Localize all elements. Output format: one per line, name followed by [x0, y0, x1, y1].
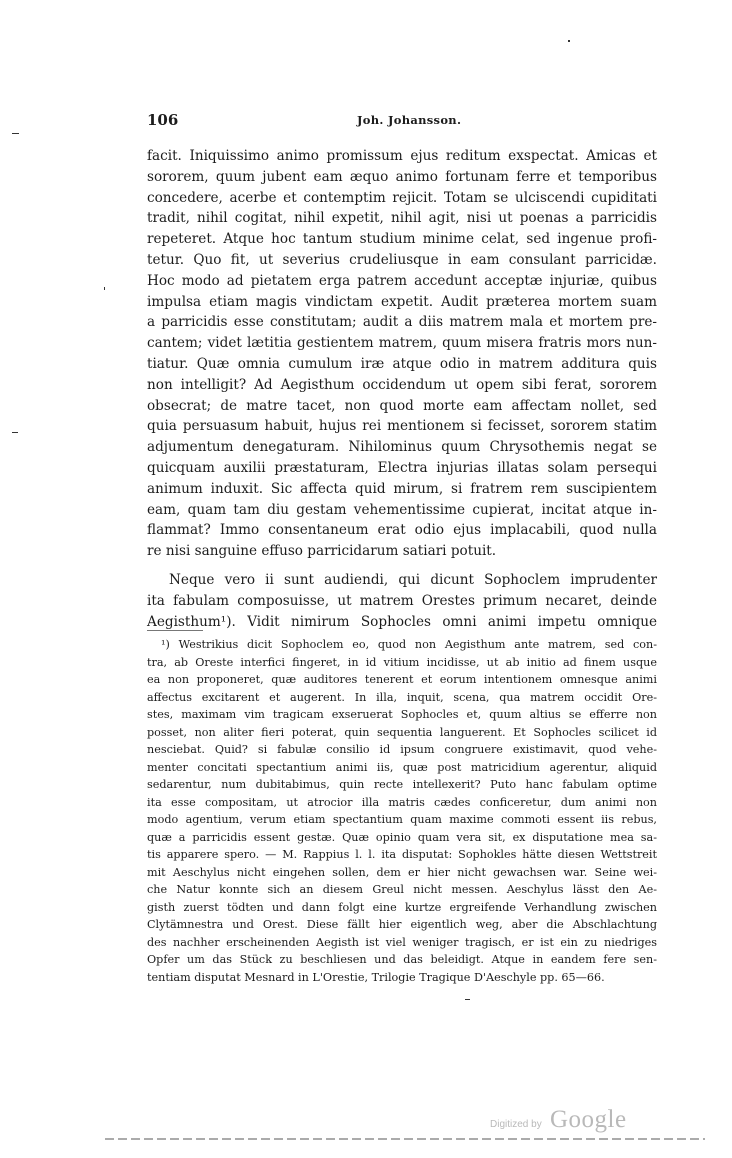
text-line: Aegisthum¹). Vidit nimirum Sophocles omni animi impetu omnique — [147, 613, 657, 630]
footnote-line: menter concitati spectantium animi iis, quæ post matricidium agerentur, aliquid — [147, 760, 657, 774]
footnotes — [147, 636, 657, 986]
footnote-line: gisth zuerst tödten und dann folgt eine kurtze ergreifende Verhandlung zwischen — [147, 900, 657, 914]
footnote-line: ea non proponeret, quæ auditores tenerent et eorum intentionem omnesque animi — [147, 673, 657, 686]
text-line: concedere, acerbe et contemptim rejicit. Totam se ulciscendi cupiditati — [147, 189, 657, 206]
footnote-line: nesciebat. Quid? si fabulæ consilio id ipsum congruere existimavit, quod vehe- — [147, 743, 657, 756]
scan-mark — [12, 432, 18, 433]
scan-mark — [104, 287, 105, 290]
text-line: sororem, quum jubent eam æquo animo fortunam ferre et temporibus — [147, 168, 657, 185]
text-line: flammat? Immo consentaneum erat odio ejus implacabili, quod nulla — [147, 522, 657, 539]
footnote-line: Opfer um das Stück zu beschliesen und das beleidigt. Atque in eandem fere sen- — [147, 953, 657, 966]
scan-edge-dashes — [105, 1138, 705, 1140]
text-line: tradit, nihil cogitat, nihil expetit, nihil agit, nisi ut poenas a parricidis — [147, 210, 657, 227]
page-header — [147, 111, 659, 135]
footnote-rule — [147, 630, 203, 631]
footnote-line: affectus excitarent et augerent. In illa, inquit, scena, qua matrem occidit Ore- — [147, 690, 657, 704]
text-line: impulsa etiam magis vindictam expetit. Audit præterea mortem suam — [147, 293, 657, 310]
text-line: Neque vero ii sunt audiendi, qui dicunt Sophoclem imprudenter — [169, 571, 657, 588]
paragraph-2 — [147, 570, 657, 632]
footnote-line: des nachher erscheinenden Aegisth ist viel weniger tragisch, er ist ein zu niedriges — [147, 935, 657, 949]
text-line: tiatur. Quæ omnia cumulum iræ atque odio in matrem additura quis — [147, 355, 657, 372]
digitized-watermark — [484, 1108, 644, 1138]
text-line: repeteret. Atque hoc tantum studium minime celat, sed ingenue profi- — [147, 231, 657, 248]
text-line: facit. Iniquissimo animo promissum ejus reditum exspectat. Amicas et — [147, 148, 657, 164]
text-line: a parricidis esse constitutam; audit a diis matrem mala et mortem pre- — [147, 314, 657, 331]
footnote-line: modo agentium, verum etiam spectantium quam maxime commoti essent iis rebus, — [147, 813, 657, 826]
main-text — [147, 146, 657, 632]
footnote-line: che Natur konnte sich an diesem Greul nicht messen. Aeschylus lässt den Ae- — [147, 883, 657, 896]
watermark-prefix: Digitized by — [490, 1119, 542, 1130]
footnote-line: mit Aeschylus nicht eingehen sollen, dem er hier nicht gewachsen war. Seine wei- — [147, 865, 657, 879]
scan-mark — [12, 133, 19, 134]
footnote-line: tentiam disputat Mesnard in L'Orestie, Trilogie Tragique D'Aeschyle pp. 65—66. — [147, 970, 605, 984]
footnote-line: stes, maximam vim tragicam exseruerat Sophocles et, quum altius se efferre non — [147, 708, 657, 721]
footnote-line: ¹) Westrikius dicit Sophoclem eo, quod non Aegisthum ante matrem, sed con- — [161, 638, 657, 651]
running-head: Joh. Johansson. — [357, 113, 462, 127]
footnote-line: tis apparere spero. — M. Rappius l. l. ita disputat: Sophokles hätte diesen Wettstreit — [147, 848, 657, 861]
footnote-line: posset, non aliter fieri poterat, quin sequentia languerent. Et Sophocles scilicet id — [147, 725, 657, 739]
text-line: non intelligit? Ad Aegisthum occidendum ut opem sibi ferat, sororem — [147, 376, 657, 393]
text-line: adjumentum denegaturam. Nihilominus quum Chrysothemis negat se — [147, 439, 657, 456]
footnote-line: quæ a parricidis essent gestæ. Quæ opinio quam vera sit, ex disputatione mea sa- — [147, 830, 657, 844]
footnote-line: ita esse compositam, ut atrocior illa matris cædes conficeretur, dum animi non — [147, 795, 657, 809]
text-line: quicquam auxilii præstaturam, Electra injurias illatas solam persequi — [147, 459, 657, 476]
text-line: Hoc modo ad pietatem erga patrem accedunt acceptæ injuriæ, quibus — [147, 272, 657, 289]
text-line: re nisi sanguine effuso parricidarum satiari potuit. — [147, 543, 497, 560]
scan-mark — [465, 999, 470, 1000]
page-number: 106 — [147, 111, 179, 129]
footnote-line: sedarentur, num dubitabimus, quin recte intellexerit? Puto hanc fabulam optime — [147, 778, 657, 791]
text-line: cantem; videt lætitia gestientem matrem, quum misera fratris mors nun- — [147, 335, 657, 352]
footnote-line: Clytämnestra und Orest. Diese fällt hier eigentlich weg, aber die Abschlachtung — [147, 918, 657, 931]
footnote-line: tra, ab Oreste interfici fingeret, in id vitium incidisse, ut ab initio ad finem usque — [147, 655, 657, 669]
text-line: obsecrat; de matre tacet, non quod morte eam affectam nollet, sed — [147, 397, 657, 414]
scan-mark — [568, 40, 570, 42]
text-line: quia persuasum habuit, hujus rei mentionem si fecisset, sororem statim — [147, 418, 657, 435]
text-line: eam, quam tam diu gestam vehementissime cupierat, incitat atque in- — [147, 501, 657, 518]
watermark-logo: Google — [550, 1106, 627, 1133]
text-line: ita fabulam composuisse, ut matrem Orestes primum necaret, deinde — [147, 592, 657, 609]
text-line: tetur. Quo fit, ut severius crudeliusque in eam consulant parricidæ. — [147, 251, 657, 268]
text-line: animum induxit. Sic affecta quid mirum, si fratrem rem suscipientem — [147, 480, 657, 497]
